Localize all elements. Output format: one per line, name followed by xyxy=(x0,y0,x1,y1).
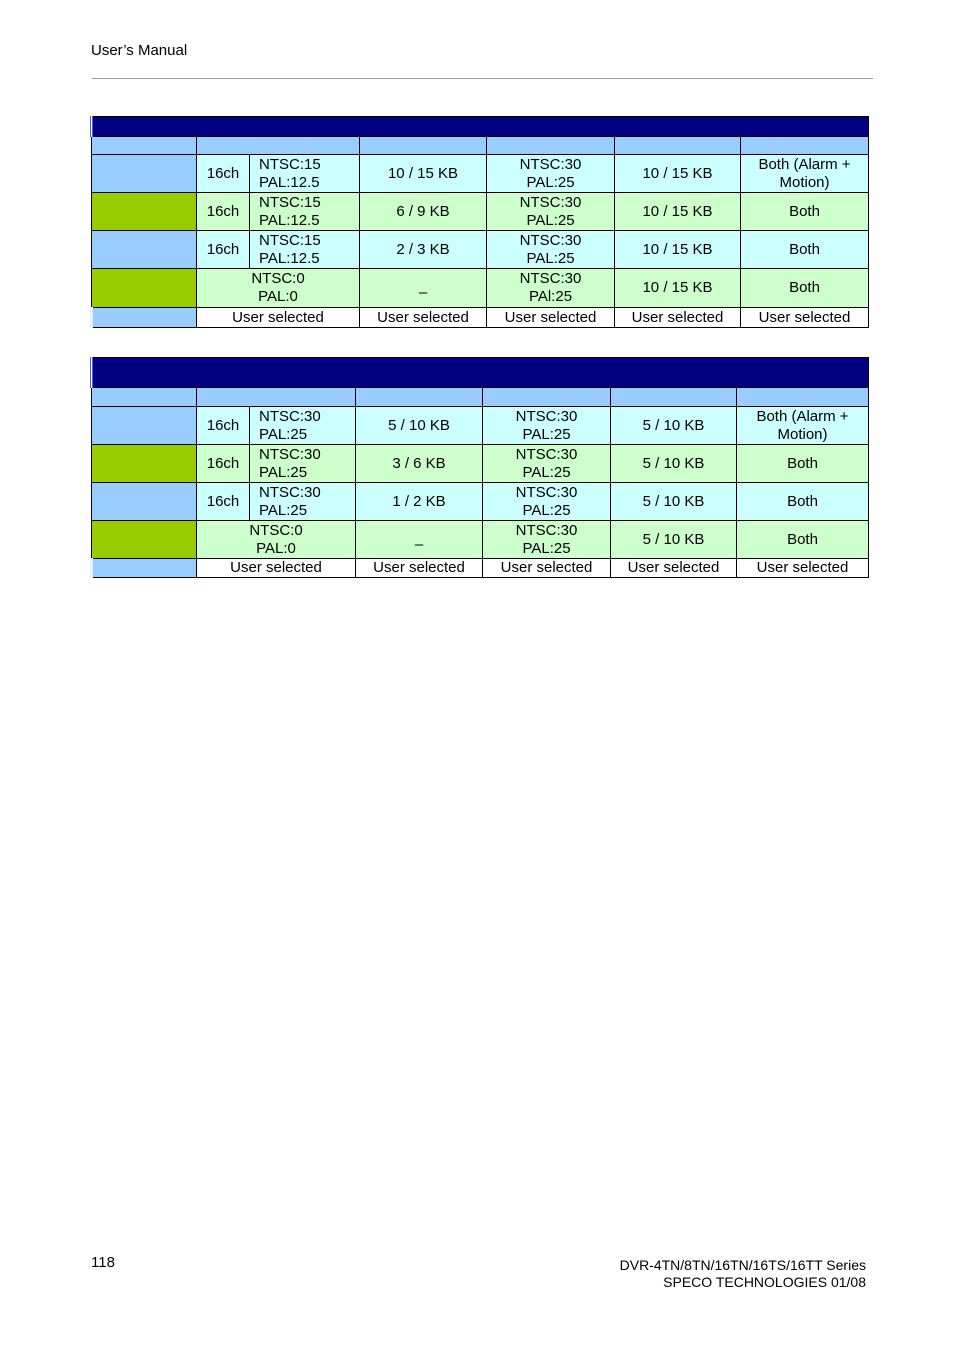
image-size-cell: 5 / 10 KB xyxy=(356,407,483,445)
user-selected-cell: User selected xyxy=(487,308,615,328)
image-size-cell: 10 / 15 KB xyxy=(360,155,487,193)
column-header xyxy=(615,137,741,155)
image-size-cell: 1 / 2 KB xyxy=(356,483,483,521)
event-size-cell: 5 / 10 KB xyxy=(611,445,737,483)
column-header xyxy=(92,388,197,407)
image-size-cell: – xyxy=(360,269,487,308)
image-size-cell: 6 / 9 KB xyxy=(360,193,487,231)
event-mode-cell: Both xyxy=(741,231,869,269)
row-label xyxy=(92,559,197,578)
row-label xyxy=(92,521,197,559)
column-header xyxy=(360,137,487,155)
event-mode-cell: Both xyxy=(741,269,869,308)
record-rate-cell: NTSC:30 PAL:25 xyxy=(250,483,356,521)
table-row xyxy=(92,445,869,483)
user-selected-cell: User selected xyxy=(360,308,487,328)
table-row xyxy=(92,231,869,269)
spec-table-1 xyxy=(90,116,869,328)
column-header xyxy=(356,388,483,407)
record-rate-cell: NTSC:30 PAL:25 xyxy=(250,407,356,445)
event-size-cell: 10 / 15 KB xyxy=(615,269,741,308)
column-header xyxy=(483,388,611,407)
event-rate-cell: NTSC:30 PAL:25 xyxy=(483,407,611,445)
table-row xyxy=(92,407,869,445)
column-header xyxy=(197,137,360,155)
table-row xyxy=(92,521,869,559)
user-selected-cell: User selected xyxy=(615,308,741,328)
channel-cell: 16ch xyxy=(197,445,250,483)
event-size-cell: 5 / 10 KB xyxy=(611,521,737,559)
table-row xyxy=(92,559,869,578)
event-size-cell: 10 / 15 KB xyxy=(615,155,741,193)
column-header xyxy=(197,388,356,407)
row-label xyxy=(92,269,197,308)
table-row xyxy=(92,155,869,193)
event-rate-cell: NTSC:30 PAL:25 xyxy=(487,231,615,269)
row-label xyxy=(92,155,197,193)
user-selected-cell: User selected xyxy=(197,559,356,578)
column-header xyxy=(737,388,869,407)
table-title-bar xyxy=(92,358,869,388)
row-label xyxy=(92,407,197,445)
channel-cell: 16ch xyxy=(197,193,250,231)
row-label xyxy=(92,231,197,269)
row-label xyxy=(92,445,197,483)
record-rate-cell: NTSC:15 PAL:12.5 xyxy=(250,231,360,269)
page-header-title: User’s Manual xyxy=(91,42,188,59)
table-title-bar xyxy=(92,117,869,137)
row-label xyxy=(92,193,197,231)
channel-cell: 16ch xyxy=(197,155,250,193)
event-rate-cell: NTSC:30 PAL:25 xyxy=(487,155,615,193)
event-size-cell: 5 / 10 KB xyxy=(611,407,737,445)
event-mode-cell: Both xyxy=(741,193,869,231)
image-size-cell: – xyxy=(356,521,483,559)
header-divider xyxy=(92,78,873,79)
channel-cell: 16ch xyxy=(197,483,250,521)
user-selected-cell: User selected xyxy=(356,559,483,578)
record-rate-cell: NTSC:15 PAL:12.5 xyxy=(250,193,360,231)
row-label xyxy=(92,308,197,328)
column-header xyxy=(741,137,869,155)
event-mode-cell: Both (Alarm + Motion) xyxy=(741,155,869,193)
footer-series: DVR-4TN/8TN/16TN/16TS/16TT Series xyxy=(619,1257,866,1273)
user-selected-cell: User selected xyxy=(483,559,611,578)
event-mode-cell: Both xyxy=(737,483,869,521)
footer-company: SPECO TECHNOLOGIES 01/08 xyxy=(663,1274,866,1290)
event-size-cell: 10 / 15 KB xyxy=(615,231,741,269)
event-mode-cell: Both xyxy=(737,521,869,559)
page-number: 118 xyxy=(91,1254,115,1271)
record-rate-cell: NTSC:0 PAL:0 xyxy=(197,269,360,308)
event-rate-cell: NTSC:30 PAL:25 xyxy=(483,445,611,483)
channel-cell: 16ch xyxy=(197,231,250,269)
image-size-cell: 3 / 6 KB xyxy=(356,445,483,483)
user-selected-cell: User selected xyxy=(611,559,737,578)
record-rate-cell: NTSC:15 PAL:12.5 xyxy=(250,155,360,193)
record-rate-cell: NTSC:30 PAL:25 xyxy=(250,445,356,483)
event-rate-cell: NTSC:30 PAL:25 xyxy=(483,483,611,521)
spec-table-2 xyxy=(90,357,869,578)
column-header xyxy=(92,137,197,155)
event-size-cell: 10 / 15 KB xyxy=(615,193,741,231)
column-header xyxy=(487,137,615,155)
record-rate-cell: NTSC:0 PAL:0 xyxy=(197,521,356,559)
table-row xyxy=(92,308,869,328)
image-size-cell: 2 / 3 KB xyxy=(360,231,487,269)
table-row xyxy=(92,269,869,308)
event-mode-cell: Both xyxy=(737,445,869,483)
user-selected-cell: User selected xyxy=(197,308,360,328)
table-row xyxy=(92,483,869,521)
row-label xyxy=(92,483,197,521)
event-rate-cell: NTSC:30 PAl:25 xyxy=(487,269,615,308)
event-rate-cell: NTSC:30 PAL:25 xyxy=(483,521,611,559)
page-footer xyxy=(620,1257,866,1291)
user-selected-cell: User selected xyxy=(737,559,869,578)
table-row xyxy=(92,193,869,231)
event-rate-cell: NTSC:30 PAL:25 xyxy=(487,193,615,231)
column-header xyxy=(611,388,737,407)
channel-cell: 16ch xyxy=(197,407,250,445)
event-mode-cell: Both (Alarm + Motion) xyxy=(737,407,869,445)
user-selected-cell: User selected xyxy=(741,308,869,328)
event-size-cell: 5 / 10 KB xyxy=(611,483,737,521)
